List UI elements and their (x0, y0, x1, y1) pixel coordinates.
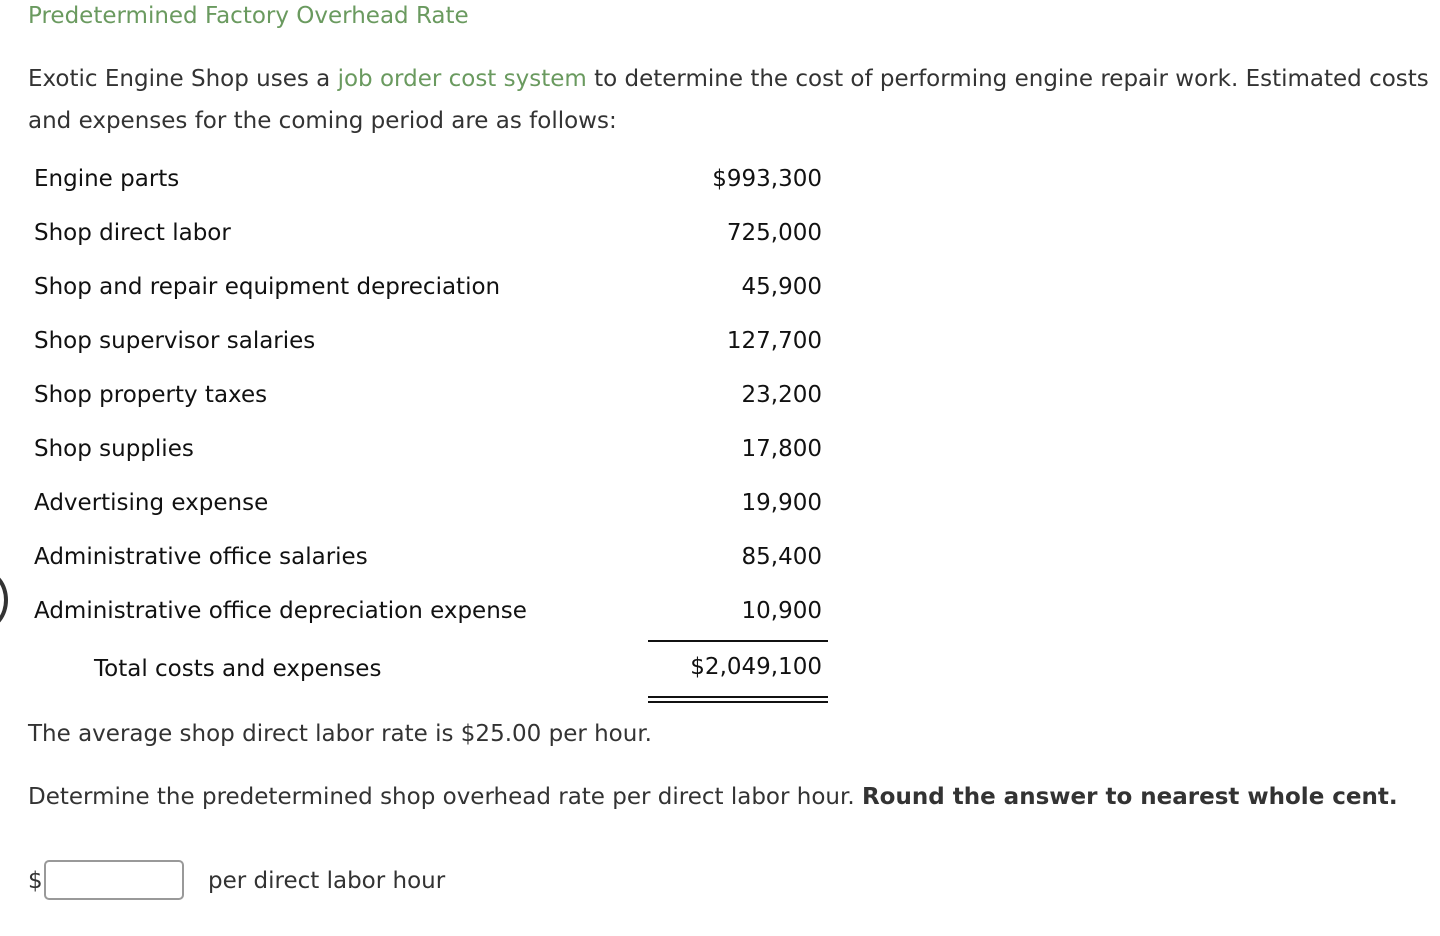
cost-label: Shop supervisor salaries (34, 328, 316, 354)
cost-label: Administrative office depreciation expense (34, 598, 527, 624)
cost-amount: 10,900 (741, 598, 822, 624)
subtotal-rule (648, 640, 828, 642)
table-row (34, 532, 828, 586)
cost-amount: 127,700 (726, 328, 822, 354)
cost-amount: 85,400 (741, 544, 822, 570)
average-labor-rate-text: The average shop direct labor rate is $25.00 per hour. (28, 721, 652, 747)
cost-label: Shop and repair equipment depreciation (34, 274, 501, 300)
answer-unit-label: per direct labor hour (208, 868, 446, 894)
cost-amount: 17,800 (741, 436, 822, 462)
page-title: Predetermined Factory Overhead Rate (28, 3, 469, 29)
cost-amount: 19,900 (741, 490, 822, 516)
cost-amount: 45,900 (741, 274, 822, 300)
side-arc-decoration (0, 570, 8, 630)
cost-table (34, 154, 828, 682)
rounding-instruction: Round the answer to nearest whole cent. (861, 784, 1398, 810)
question-text (28, 776, 1418, 818)
cost-amount: 725,000 (726, 220, 822, 246)
cost-label: Shop supplies (34, 436, 194, 462)
currency-symbol: $ (28, 868, 43, 894)
intro-text-before: Exotic Engine Shop uses a (28, 66, 338, 92)
table-row (34, 586, 828, 640)
table-row (34, 478, 828, 532)
table-row (34, 208, 828, 262)
job-order-cost-system-link[interactable]: job order cost system (337, 66, 587, 92)
intro-text-after: to determine the cost of performing engine repair work. Estimated costs and expenses for the coming period are as follows: (28, 66, 1429, 134)
table-row (34, 262, 828, 316)
cost-label: Shop property taxes (34, 382, 268, 408)
cost-label: Shop direct labor (34, 220, 231, 246)
total-label: Total costs and expenses (94, 656, 382, 682)
total-double-rule (648, 696, 828, 703)
cost-label: Advertising expense (34, 490, 269, 516)
total-amount: $2,049,100 (690, 654, 822, 680)
table-row (34, 316, 828, 370)
table-row (34, 154, 828, 208)
cost-amount: 23,200 (741, 382, 822, 408)
table-row (34, 370, 828, 424)
total-row (34, 646, 828, 702)
cost-label: Engine parts (34, 166, 180, 192)
intro-paragraph (28, 58, 1433, 142)
overhead-rate-input[interactable] (44, 860, 184, 900)
question-prompt: Determine the predetermined shop overhead rate per direct labor hour. (28, 784, 862, 810)
table-row (34, 424, 828, 478)
cost-amount: $993,300 (712, 166, 822, 192)
cost-label: Administrative office salaries (34, 544, 368, 570)
